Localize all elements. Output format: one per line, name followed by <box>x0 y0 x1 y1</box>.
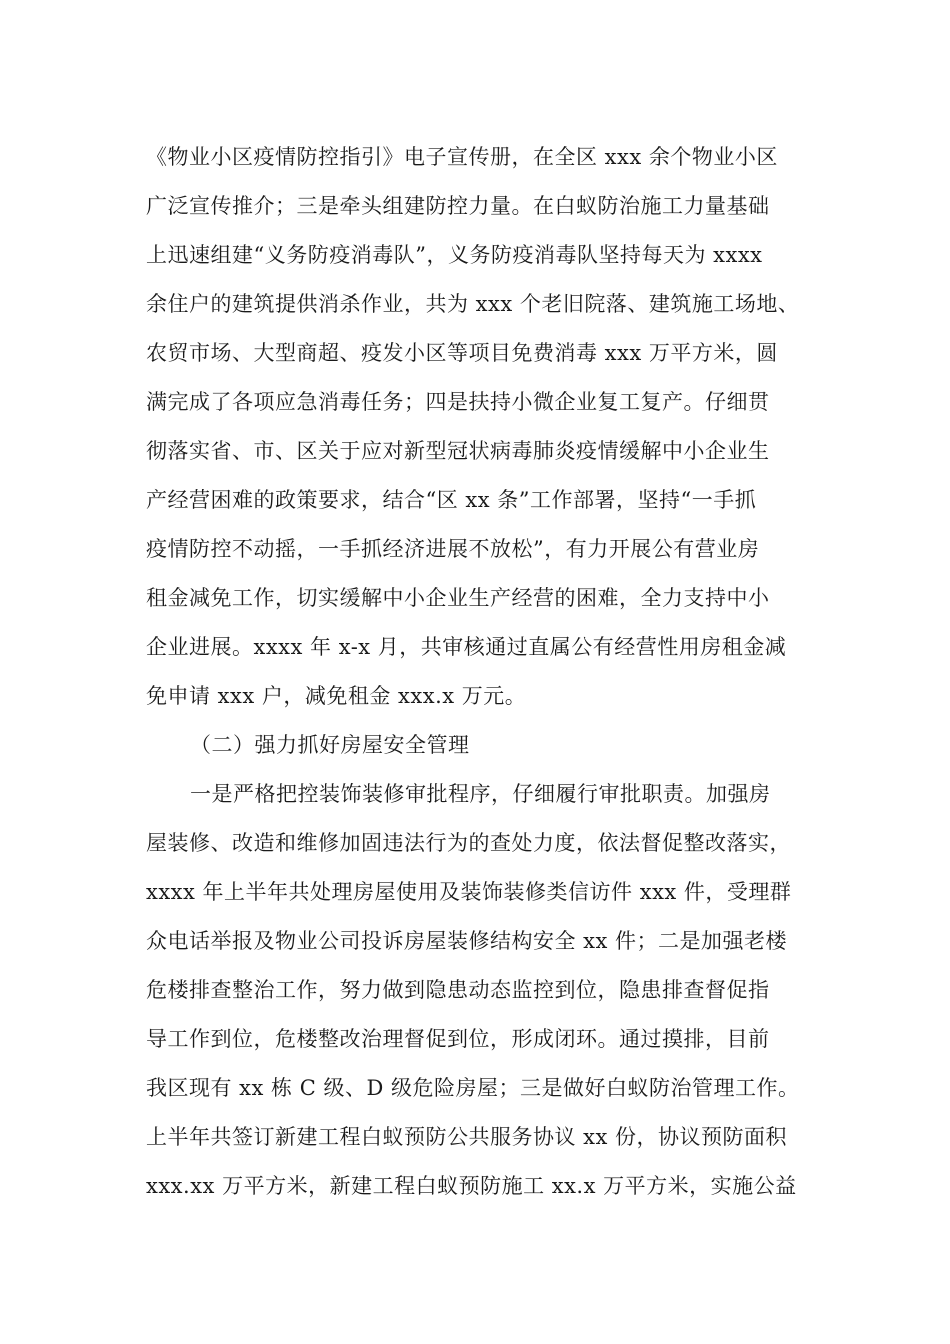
line-text: xxxx 年上半年共处理房屋使用及装饰装修类信访件 xxx 件，受理群 <box>146 880 792 904</box>
text-line <box>146 770 836 819</box>
line-text: 疫情防控不动摇，一手抓经济进展不放松”，有力开展公有营业房 <box>146 537 760 561</box>
text-line <box>146 182 836 231</box>
line-text: 彻落实省、市、区关于应对新型冠状病毒肺炎疫情缓解中小企业生 <box>146 439 770 463</box>
heading-text: （二）强力抓好房屋安全管理 <box>190 733 470 757</box>
text-line <box>146 1064 836 1113</box>
line-text: 一是严格把控装饰装修审批程序，仔细履行审批职责。加强房 <box>190 782 771 806</box>
line-text: 广泛宣传推介；三是牵头组建防控力量。在白蚁防治施工力量基础 <box>146 194 770 218</box>
body-text <box>146 133 836 1211</box>
text-line <box>146 623 836 672</box>
line-text: 免申请 xxx 户，减免租金 xxx.x 万元。 <box>146 684 527 708</box>
text-line <box>146 476 836 525</box>
text-line <box>146 427 836 476</box>
text-line <box>146 574 836 623</box>
line-text: 众电话举报及物业公司投诉房屋装修结构安全 xx 件；二是加强老楼 <box>146 929 788 953</box>
text-line <box>146 231 836 280</box>
text-line <box>146 1113 836 1162</box>
line-text: 上迅速组建“义务防疫消毒队”，义务防疫消毒队坚持每天为 xxxx <box>146 243 763 267</box>
line-text: 导工作到位，危楼整改治理督促到位，形成闭环。通过摸排，目前 <box>146 1027 770 1051</box>
line-text: 屋装修、改造和维修加固违法行为的查处力度，依法督促整改落实， <box>146 831 791 855</box>
text-line <box>146 329 836 378</box>
text-line <box>146 133 836 182</box>
line-text: 危楼排查整治工作，努力做到隐患动态监控到位，隐患排查督促指 <box>146 978 770 1002</box>
line-text: 租金减免工作，切实缓解中小企业生产经营的困难，全力支持中小 <box>146 586 770 610</box>
text-line <box>146 966 836 1015</box>
text-line <box>146 1015 836 1064</box>
line-text: 满完成了各项应急消毒任务；四是扶持小微企业复工复产。仔细贯 <box>146 390 770 414</box>
text-line <box>146 280 836 329</box>
section-heading <box>146 721 836 770</box>
line-text: 上半年共签订新建工程白蚁预防公共服务协议 xx 份，协议预防面积 <box>146 1125 788 1149</box>
line-text: 农贸市场、大型商超、疫发小区等项目免费消毒 xxx 万平方米，圆 <box>146 341 778 365</box>
line-text: 余住户的建筑提供消杀作业，共为 xxx 个老旧院落、建筑施工场地、 <box>146 292 800 316</box>
line-text: 《物业小区疫情防控指引》电子宣传册，在全区 xxx 余个物业小区 <box>146 145 778 169</box>
text-line <box>146 1162 836 1211</box>
text-line <box>146 868 836 917</box>
line-text: xxx.xx 万平方米，新建工程白蚁预防施工 xx.x 万平方米，实施公益 <box>146 1174 797 1198</box>
line-text: 企业进展。xxxx 年 x-x 月，共审核通过直属公有经营性用房租金减 <box>146 635 787 659</box>
text-line <box>146 917 836 966</box>
text-line <box>146 525 836 574</box>
text-line <box>146 672 836 721</box>
line-text: 我区现有 xx 栋 C 级、D 级危险房屋；三是做好白蚁防治管理工作。 <box>146 1076 800 1100</box>
text-line <box>146 378 836 427</box>
line-text: 产经营困难的政策要求，结合“区 xx 条”工作部署，坚持“一手抓 <box>146 488 757 512</box>
text-line <box>146 819 836 868</box>
